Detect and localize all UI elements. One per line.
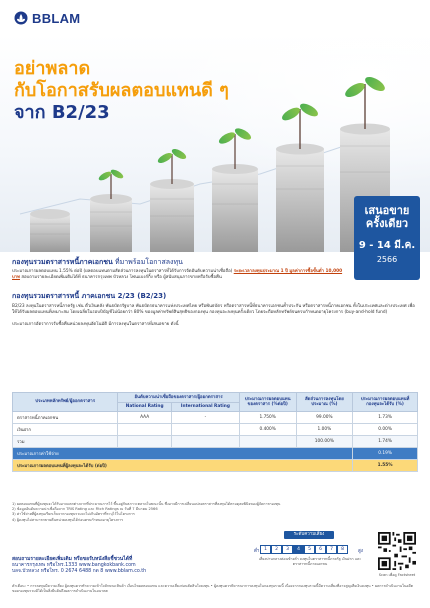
badge-date: 9 - 14 มี.ค. <box>358 240 416 251</box>
risk-level-cell: 1 <box>260 545 271 554</box>
cell-weight: 99.00% <box>296 412 353 424</box>
cell-national: AAA <box>118 412 172 424</box>
risk-title: ระดับความเสี่ยง <box>284 531 334 539</box>
fund-section <box>12 292 418 329</box>
hero-line-3: จาก B2/23 <box>14 102 110 123</box>
risk-low-label: ต่ำ <box>254 549 260 554</box>
coin-stack <box>30 209 70 252</box>
hero-line-1: อย่าพลาด <box>14 58 91 79</box>
cell-return: 0.00% <box>353 424 418 436</box>
page-header <box>0 0 430 34</box>
table-header-row <box>13 393 418 403</box>
brand-name: BBLAM <box>32 10 81 26</box>
intro-section <box>12 258 348 281</box>
footnote: 4) ผู้ลงทุนไม่สามารถขายคืนหน่วยลงทุนได้ก่อนครบกำหนดอายุโครงการ <box>12 517 124 522</box>
risk-level-cell: 3 <box>282 545 293 554</box>
col-return: ประมาณการผลตอบแทนที่กองทุนจะได้รับ (%) <box>353 393 418 412</box>
cell-return: 1.55% <box>353 460 418 472</box>
offer-period-badge <box>354 196 420 280</box>
intro-text-a: ประมาณการผลตอบแทน 1.55% ต่อปี (ผลตอบแทนตามสัดส่วนการลงทุนในตราสารที่ได้รับการจัดอันดับความน่าเชื่อถือ) <box>12 269 234 274</box>
contact-bblam[interactable]: บลจ.บัวหลวง หรือโทร. 0 2674 6488 กด 8 www.bblam.co.th <box>12 569 147 575</box>
risk-level-cell: 5 <box>304 545 315 554</box>
intro-text <box>12 269 348 281</box>
badge-line-1: เสนอขาย <box>364 204 410 217</box>
fund-description: B2/23 ลงทุนในตราสารหนี้ภาครัฐ เช่น ตั๋วเงินคลัง พันธบัตรรัฐบาล พันธบัตรธนาคารแห่งประเทศไทย หรือพันธบัตร หรือตราสารหนี้ที่ธนาคารเอกชนค้ำประกัน หรือตราสารหนี้ภาคเอกชน ทั้งในประเทศและต่างประเทศ เพื่อให้ได้รับผลตอบแทนที่เหมาะสม โดยเฉลี่ยในรอบปีบัญชีไม่น้อยกว่า 80% ของมูลค่าทรัพย์สินสุทธิของกองทุน กองทุนจะลงทุนครั้งเดียว โดยจะถือหลักทรัพย์จนครบกำหนดอายุโครงการ (buy-and-hold fund) <box>12 304 415 316</box>
cell-issuer: ประมาณการค่าใช้จ่าย <box>13 448 353 460</box>
col-yield: ประมาณการผลตอบแทนของตราสาร (%ต่อปี) <box>239 393 296 412</box>
badge-line-2: ครั้งเดียว <box>365 217 409 230</box>
intro-text-b: สอบถามรายละเอียดเพิ่มเติมได้ที่ ธนาคารกรุงเทพ บัวหลวง โฟนแบงก์กิ้ง หรือ ผู้สนับสนุนการขายหรือรับซื้อคืน <box>19 275 222 281</box>
col-rating-international: International Rating <box>172 402 240 412</box>
footnote: 2) ข้อมูลอันดับความน่าเชื่อถือจาก TRIS Rating และ Fitch Ratings ณ วันที่ 7 มีนาคม 2566 <box>12 507 158 512</box>
brand-logo[interactable] <box>14 10 80 26</box>
col-weight: สัดส่วนการลงทุนโดยประมาณ (%) <box>296 393 353 412</box>
risk-level-cell: 6 <box>315 545 326 554</box>
qr-label: Scan เพื่อดู Factsheet <box>378 573 416 577</box>
table-row <box>13 412 418 424</box>
risk-level-cell: 7 <box>326 545 337 554</box>
col-issuer: ประเภทหลักทรัพย์/ผู้ออกตราสาร <box>13 393 118 412</box>
cell-weight: 1.00% <box>296 424 353 436</box>
table-row-net-return <box>13 460 418 472</box>
contact-heading: สอบถามรายละเอียดเพิ่มเติม หรือขอรับหนังสือชี้ชวนได้ที่ <box>12 556 133 562</box>
allocation-table <box>12 392 418 472</box>
cell-international <box>172 436 240 448</box>
cell-issuer: ประมาณการผลตอบแทนที่ผู้ลงทุนจะได้รับ (ต่อปี) <box>13 460 353 472</box>
cell-yield <box>239 436 296 448</box>
hero-headline <box>14 58 229 124</box>
cell-yield: 0.400% <box>239 424 296 436</box>
cell-national <box>118 436 172 448</box>
col-rating-national: National Rating <box>118 402 172 412</box>
cell-issuer: ตราสารหนี้ภาคเอกชน <box>13 412 118 424</box>
risk-high-label: สูง <box>358 549 363 554</box>
fund-title: กองทุนรวมตราสารหนี้ ภาคเอกชน 2/23 (B2/23) <box>12 292 167 300</box>
cell-return: 0.19% <box>353 448 418 460</box>
col-rating: อันดับความน่าเชื่อถือของตราสาร/ผู้ออกตราสาร <box>118 393 240 403</box>
risk-level-scale <box>254 531 366 573</box>
contact-bank[interactable]: ธนาคารกรุงเทพ หรือโทร.1333 www.bangkokbank.com <box>12 562 136 568</box>
footnotes <box>12 502 418 523</box>
table-row-expenses <box>13 448 418 460</box>
risk-level-cell: 4 <box>293 545 304 554</box>
table-row <box>13 424 418 436</box>
intro-title-rest: ที่มาพร้อมโอกาสลงทุน <box>112 258 183 266</box>
cell-international <box>172 424 240 436</box>
badge-year: 2566 <box>376 255 398 264</box>
cell-weight: 100.00% <box>296 436 353 448</box>
intro-highlight: ระยะเวลาลงทุนประมาณ 1 ปี มูลค่าการซื้อขั้นต่ำ 10,000 บาท <box>12 269 343 281</box>
cell-return: 1.73% <box>353 412 418 424</box>
lotus-icon <box>14 11 28 25</box>
contact-block <box>12 556 242 576</box>
footnote: 1) ผลตอบแทนที่ผู้ลงทุนจะได้รับอาจแตกต่างจากที่ประมาณการไว้ ขึ้นอยู่กับสภาวะตลาดในขณะนั้น ซึ่งอาจมีการเปลี่ยนแปลงตราสารที่ลงทุนได้ตามดุลยพินิจของผู้จัดการกองทุน <box>12 502 281 506</box>
footnote: 3) ค่าใช้จ่ายที่ผู้ลงทุนเรียกเก็บจากกองทุนรวมจะไม่เกินอัตราที่ระบุไว้ในโครงการ <box>12 512 135 517</box>
cell-national <box>118 424 172 436</box>
qr-code-icon[interactable] <box>378 532 416 570</box>
intro-title <box>12 258 348 267</box>
cell-issuer: รวม <box>13 436 118 448</box>
table-intro: ประมาณการอัตราการรับซื้อคืนหน่วยลงทุนอัตโนมัติ มีการลงทุนในตราสารที่เสนอขาย ดังนี้ <box>12 322 179 328</box>
cell-return: 1.74% <box>353 436 418 448</box>
risk-level-cell: 2 <box>271 545 282 554</box>
risk-scale-cells <box>260 545 348 554</box>
risk-level-cell: 8 <box>337 545 348 554</box>
table-row-total <box>13 436 418 448</box>
cell-yield: 1.750% <box>239 412 296 424</box>
disclaimer-footer: คำเตือน: • การลงทุนมีความเสี่ยง ผู้ลงทุนควรทำความเข้าใจลักษณะสินค้า เงื่อนไขผลตอบแทน และความเสี่ยงก่อนตัดสินใจลงทุน • ผู้ลงทุนควรพิจารณาการลงทุนในกองทุนรวมนี้ เนื่องจากกองทุนรวมนี้มีความเสี่ยงที่อาจสูญเสียเงินลงทุน • ผลการดำเนินงานในอดีตของกองทุนรวมมิได้เป็นสิ่งยืนยันถึงผลการดำเนินงานในอนาคต <box>12 584 414 594</box>
risk-description: เสี่ยงปานกลางค่อนข้างต่ำ ลงทุนในตราสารหนี้ภาครัฐ เงินฝาก และตราสารหนี้ภาคเอกชน <box>258 557 362 566</box>
intro-title-main: กองทุนรวมตราสารหนี้ภาคเอกชน <box>12 258 113 266</box>
cell-international: - <box>172 412 240 424</box>
hero-line-2: กับโอกาสรับผลตอบแทนดี ๆ <box>14 80 229 101</box>
cell-issuer: เงินฝาก <box>13 424 118 436</box>
